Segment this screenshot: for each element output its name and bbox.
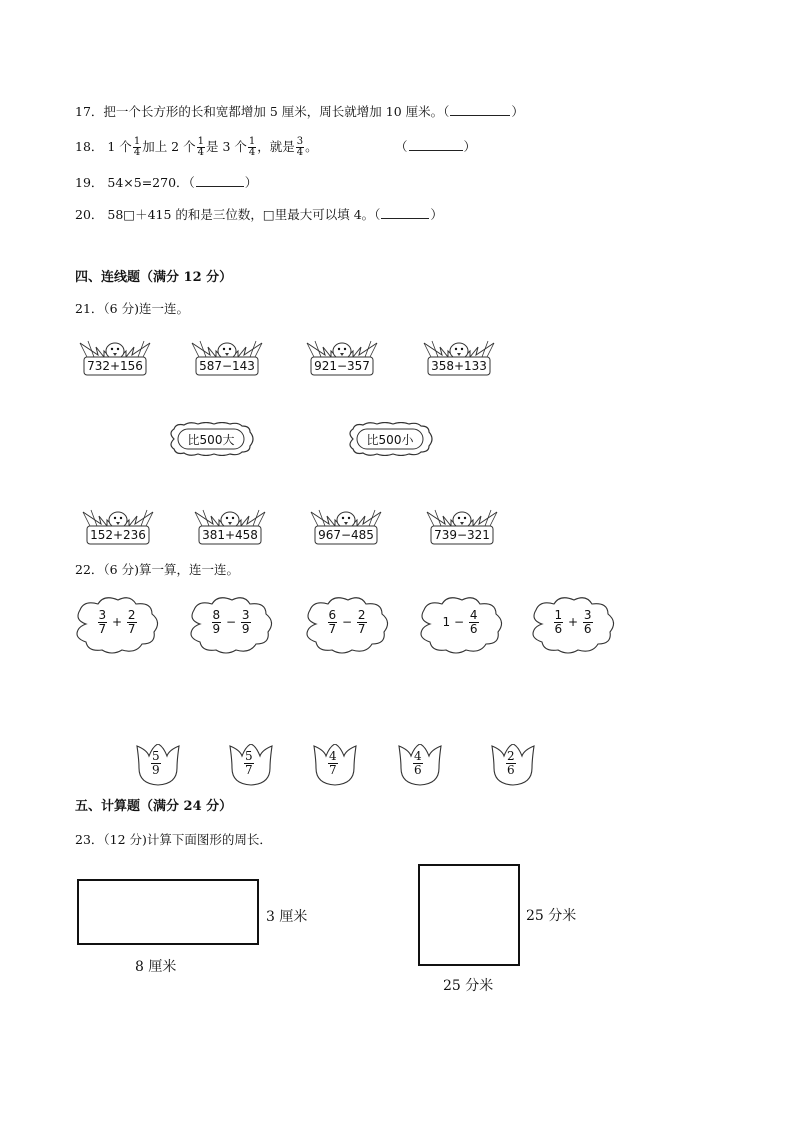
- fraction: $\frac{1}{4}$: [197, 136, 204, 158]
- question-20: 20． 58□＋415 的和是三位数，□里最大可以填 4。（ ）: [75, 207, 443, 222]
- question-18: 18． 1 个 $\frac{1}{4}$ 加上 2 个 $\frac{1}{4}$ 是 3 个 $\frac{1}{4}$ ，就是 $\frac{3}{4}$ 。: [75, 136, 318, 158]
- question-23: 23．（12 分)计算下面图形的周长．: [75, 832, 272, 847]
- square-side-label: 25 分米: [526, 908, 577, 924]
- bird-card[interactable]: [190, 333, 264, 377]
- cloud-expression-text: 1 − $\frac{4}{6}$: [442, 608, 478, 636]
- bird-card[interactable]: [305, 333, 379, 377]
- fraction: $\frac{3}{4}$: [296, 136, 304, 158]
- fraction: $\frac{1}{4}$: [248, 136, 256, 158]
- section-5-title: 五、计算题（满分 24 分）: [75, 799, 233, 814]
- answer-blank[interactable]: [196, 175, 244, 187]
- question-19: 19． 54×5=270．（ ）: [75, 175, 258, 190]
- badge-label: 比500大: [187, 433, 235, 447]
- rectangle-height-label: 3 厘米: [266, 909, 308, 925]
- bird-card-label: 921−357: [314, 359, 370, 373]
- square-bottom-label: 25 分米: [443, 978, 494, 994]
- cloud-expression[interactable]: [416, 594, 506, 656]
- question-21: 21．（6 分)连一连。: [75, 301, 189, 316]
- bird-card-label: 152+236: [90, 528, 146, 542]
- question-18-answer: （ ）: [395, 139, 477, 154]
- bird-card-label: 358+133: [431, 359, 487, 373]
- bird-card[interactable]: [422, 333, 496, 377]
- tulip-answer[interactable]: $\frac{4}{6}$: [395, 744, 445, 786]
- tulip-answer[interactable]: $\frac{4}{7}$: [310, 744, 360, 786]
- cloud-expression[interactable]: [72, 594, 162, 656]
- bird-card[interactable]: [78, 333, 152, 377]
- cloud-expression[interactable]: [528, 594, 618, 656]
- bird-card[interactable]: [81, 502, 155, 546]
- cloud-expression[interactable]: [302, 594, 392, 656]
- badge-label: 比500小: [366, 433, 414, 447]
- rectangle-figure: [77, 879, 259, 945]
- badge-greater-than-500[interactable]: [166, 422, 256, 456]
- tulip-answer[interactable]: $\frac{5}{9}$: [133, 744, 183, 786]
- bird-card-label: 739−321: [434, 528, 490, 542]
- bird-card-label: 967−485: [318, 528, 374, 542]
- rectangle-width-label: 8 厘米: [135, 959, 177, 975]
- answer-blank[interactable]: [450, 104, 510, 116]
- answer-blank[interactable]: [409, 139, 463, 151]
- cloud-expression-text: $\frac{3}{7}$ + $\frac{2}{7}$: [98, 608, 136, 636]
- cloud-expression-text: $\frac{8}{9}$ − $\frac{3}{9}$: [212, 608, 250, 636]
- bird-card[interactable]: [425, 502, 499, 546]
- fraction: $\frac{1}{4}$: [133, 136, 141, 158]
- question-17: 17．把一个长方形的长和宽都增加 5 厘米，周长就增加 10 厘米。（ ）: [75, 104, 524, 119]
- cloud-expression-text: $\frac{1}{6}$ + $\frac{3}{6}$: [554, 608, 592, 636]
- cloud-expression[interactable]: [186, 594, 276, 656]
- badge-less-than-500[interactable]: [345, 422, 435, 456]
- bird-card[interactable]: [193, 502, 267, 546]
- bird-card-label: 587−143: [199, 359, 255, 373]
- answer-blank[interactable]: [381, 207, 429, 219]
- section-4-title: 四、连线题（满分 12 分）: [75, 270, 233, 285]
- tulip-answer[interactable]: $\frac{5}{7}$: [226, 744, 276, 786]
- bird-card[interactable]: [309, 502, 383, 546]
- cloud-expression-text: $\frac{6}{7}$ − $\frac{2}{7}$: [328, 608, 366, 636]
- tulip-answer[interactable]: $\frac{2}{6}$: [488, 744, 538, 786]
- bird-card-label: 732+156: [87, 359, 143, 373]
- bird-card-label: 381+458: [202, 528, 258, 542]
- square-figure: [418, 864, 520, 966]
- question-22: 22．（6 分)算一算，连一连。: [75, 562, 239, 577]
